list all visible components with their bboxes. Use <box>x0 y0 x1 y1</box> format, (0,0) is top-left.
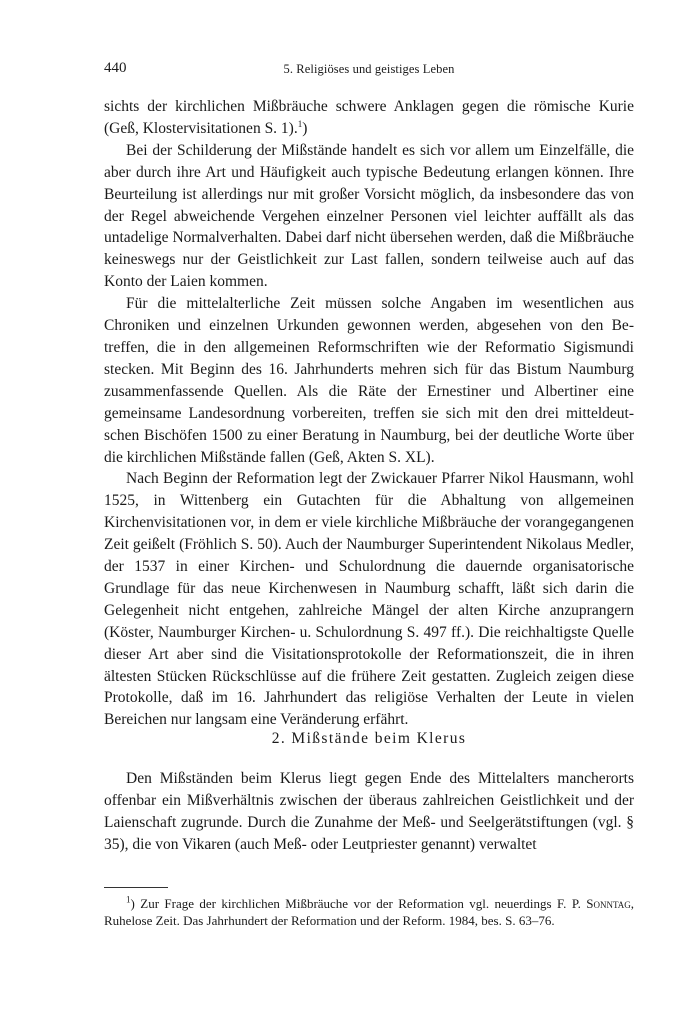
paragraph-continuation <box>104 96 634 140</box>
footnote-reference-paren: ) <box>302 119 308 137</box>
section-text <box>104 768 634 856</box>
section-heading: 2. Mißstände beim Klerus <box>271 730 467 747</box>
main-text <box>104 96 634 731</box>
footnote-reference-number: 1 <box>297 118 303 129</box>
footnote-author: Sonntag <box>586 896 631 911</box>
footnote-text-continued: , Ruhelose Zeit. Das Jahrhundert der Reformation und der Reform. 1984, bes. S. 63–76. <box>104 896 635 929</box>
paragraph: Für die mittelalterliche Zeit müssen solche Angaben im wesentlichen aus Chroniken und einzelnen Urkunden gewonnen werden, abgesehen von den Betreffen, die in den allgemeinen Reformschriften wie der Reformatio Sigismundi stecken. Mit Beginn des 16. Jahrhunderts mehren sich für das Bistum Naumburg zusammenfassende Quellen. Als die Räte der Ernestiner und Albertiner eine gemeinsame Landesordnung vorbereiten, treffen sie sich mit den drei mitteldeutschen Bischöfen 1500 zu einer Beratung in Naumburg, bei der deutliche Worte über die kirchlichen Mißstände fallen (Geß, Akten S. XL). <box>104 295 634 466</box>
paragraph: Den Mißständen beim Klerus liegt gegen Ende des Mittelalters mancherorts offenbar ein Mißverhältnis zwischen der überaus zahlreichen Geistlichkeit und der Laienschaft zugrunde. Durch die Zunahme der Meß- und Seelgerätstiftungen (vgl. § 35), die von Vikaren (auch Meß- oder Leutpriester genannt) verwaltet <box>104 770 634 853</box>
footnotes <box>104 895 634 930</box>
page-header <box>104 60 634 80</box>
footnote-divider <box>104 887 168 888</box>
footnote-number: 1 <box>126 894 131 905</box>
footnote-number-paren: ) <box>130 896 135 911</box>
footnote-text: Zur Frage der kirchlichen Mißbräuche vor der Reformation vgl. neuerdings F. P. <box>140 896 587 911</box>
page-number: 440 <box>104 60 127 76</box>
paragraph: Bei der Schilderung der Mißstände handelt es sich vor allem um Einzelfälle, die aber durch ihre Art und Häufigkeit auch typische Bedeutung erlangen können. Ihre Beurteilung ist allerdings nur mit großer Vorsicht möglich, da insbesondere das von der Regel abweichende Vergehen einzelner Personen viel leichter auffällt als das untadelige Normalverhalten. Dabei darf nicht übersehen werden, daß die Mißbräuche keineswegs nur der Geistlichkeit zur Last fallen, sondern teilweise auch auf das Konto der Laien kommen. <box>104 141 634 291</box>
running-head: 5. Religiöses und geistiges Leben <box>283 62 455 76</box>
paragraph: Nach Beginn der Reformation legt der Zwickauer Pfarrer Nikol Hausmann, wohl 1525, in Wittenberg ein Gutachten für die Abhaltung von allgemeinen Kirchenvisitationen vor, in dem er viele kirchliche Mißbräuche der vorangegangenen Zeit geißelt (Fröhlich S. 50). Auch der Naumburger Superintendent Nikolaus Medler, der 1537 in einer Kirchen- und Schulordnung die dauernde organisatorische Grundlage für das neue Kirchenwesen in Naumburg schafft, läßt sich darin die Gelegenheit nicht entgehen, zahlreiche Mängel der alten Kirche anzuprangern (Köster, Naumburger Kirchen- u. Schulordnung S. 497 ff.). Die reichhaltigste Quelle dieser Art aber sind die Visitationsprotokolle der Reformationszeit, die in ihren ältesten Stücken Rückschlüsse auf die frühere Zeit gestatten. Zugleich zeigen diese Protokolle, daß im 16. Jahrhundert das religiöse Verhalten der Leute in vielen Bereichen nur langsam eine Veränderung erfährt. <box>104 470 634 729</box>
footnote <box>104 895 634 930</box>
paragraph-text: sichts der kirchlichen Mißbräuche schwere Anklagen gegen die römische Kurie (Geß, Klostervisitationen S. 1). <box>104 98 634 137</box>
